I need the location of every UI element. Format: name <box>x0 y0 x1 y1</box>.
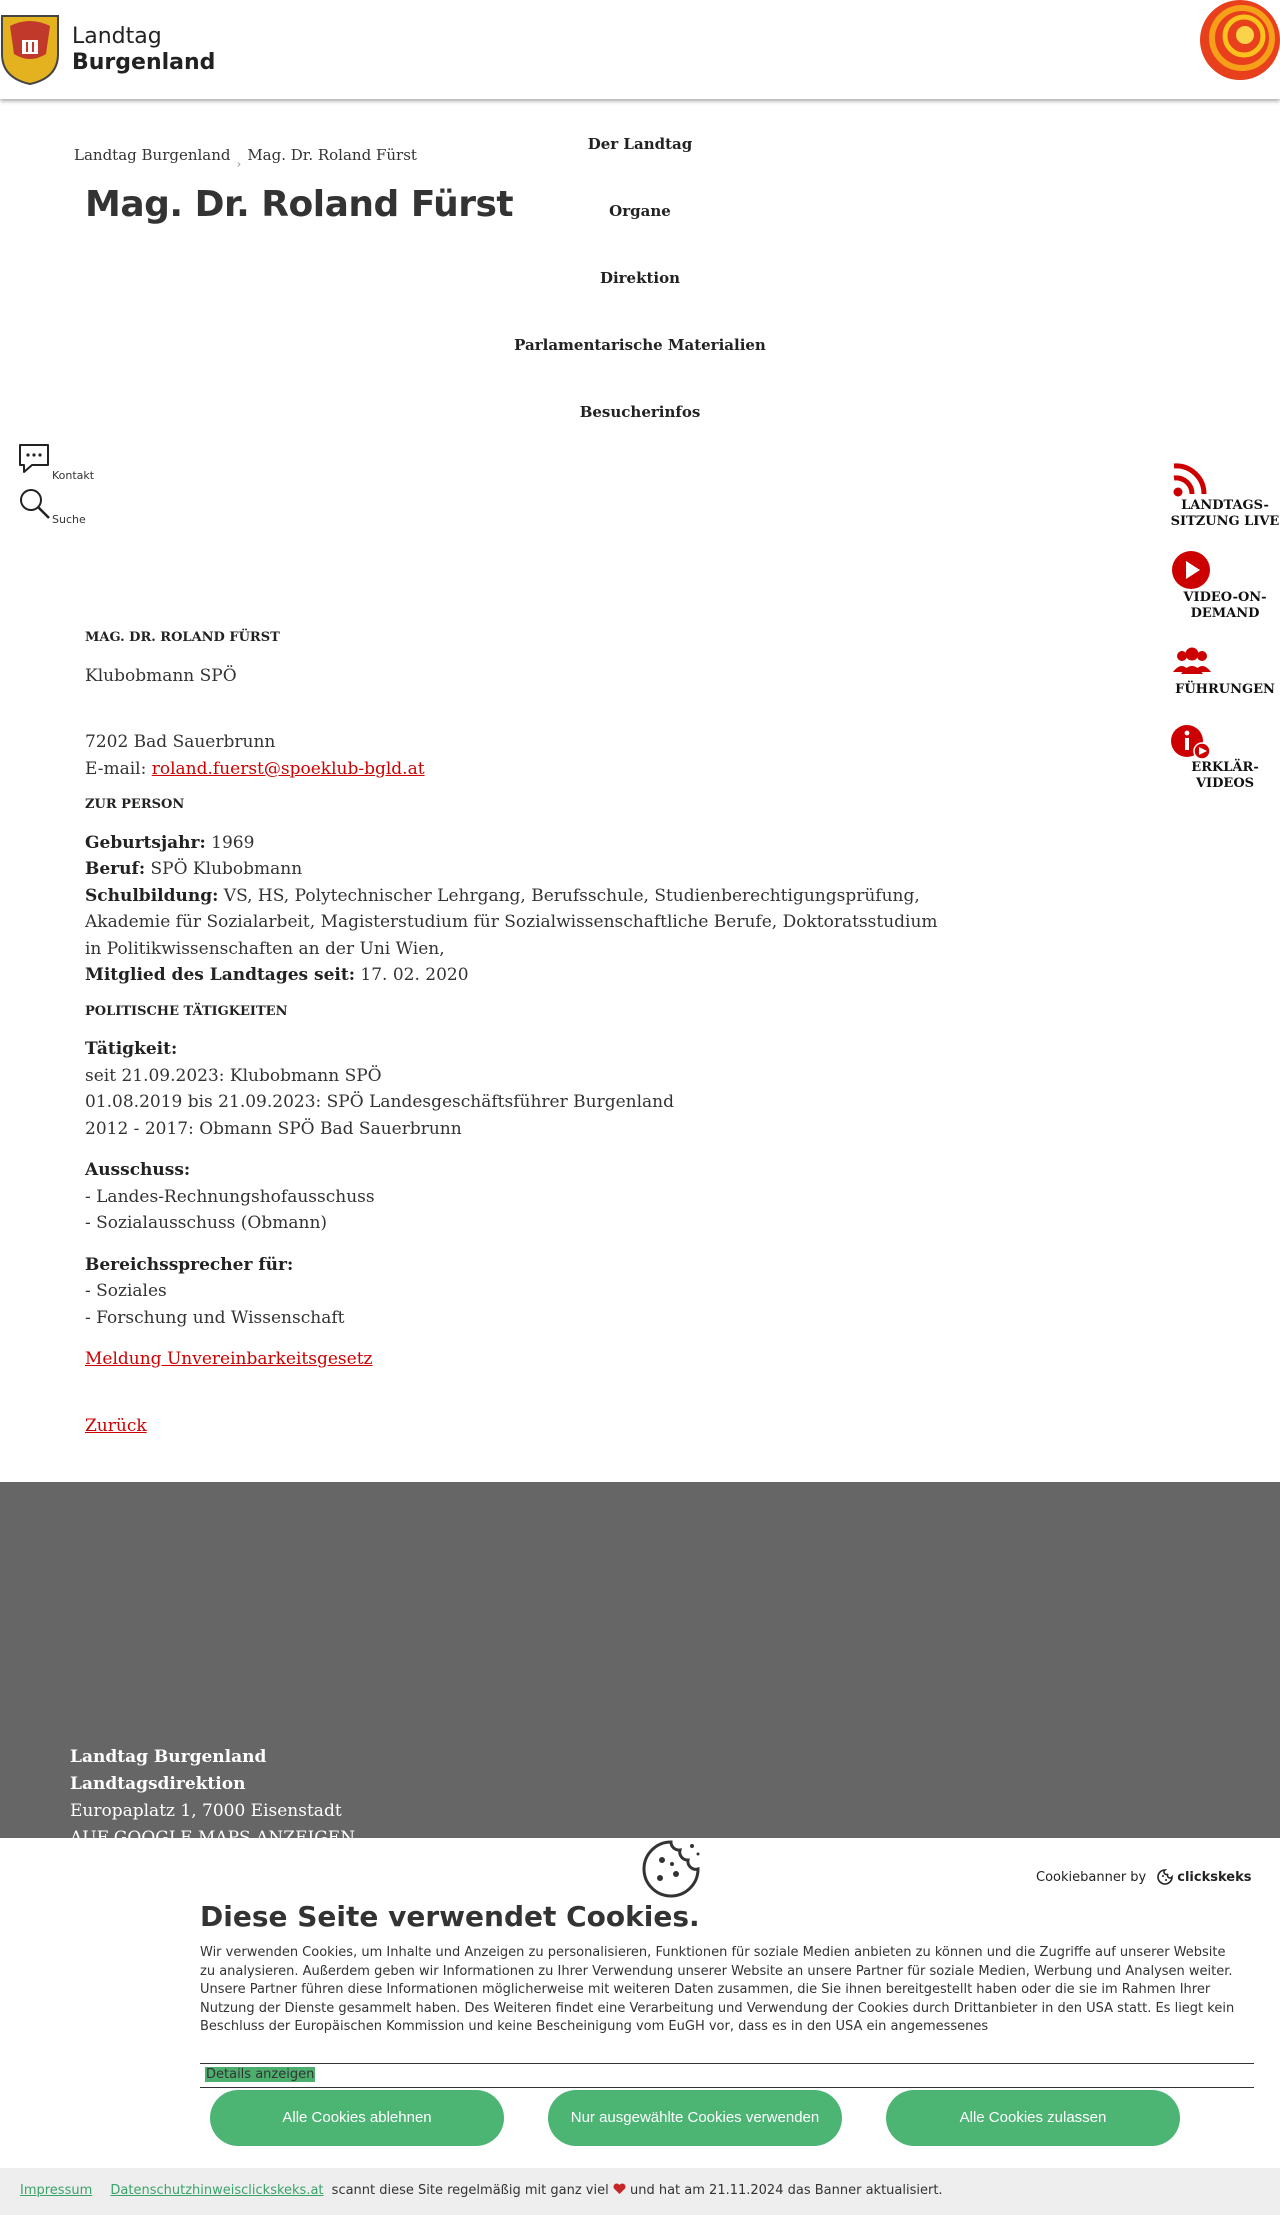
spokesperson-item: - Soziales <box>85 1281 167 1301</box>
chat-icon <box>18 443 52 475</box>
main-nav <box>450 128 830 463</box>
profile-role: Klubobmann SPÖ <box>85 665 237 686</box>
back-link[interactable]: Zurück <box>85 1415 147 1436</box>
cookie-icon <box>640 1838 702 1900</box>
footer-address <box>70 1744 355 1852</box>
nav-item-organe[interactable]: Organe <box>609 202 671 220</box>
side-link-live-line2: SITZUNG LIVE <box>1170 514 1280 529</box>
activity-item: 2012 - 2017: Obmann SPÖ Bad Sauerbrunn <box>85 1118 462 1139</box>
breadcrumb <box>74 146 417 171</box>
contact-label: Kontakt <box>52 469 95 482</box>
profile-email-row <box>85 756 945 783</box>
search-label: Suche <box>52 513 86 526</box>
cookie-banner <box>0 1838 1280 2168</box>
education-label: Schulbildung: <box>85 885 219 906</box>
site-footer <box>0 1482 1280 1842</box>
activity-item: seit 21.09.2023: Klubobmann SPÖ <box>85 1065 382 1086</box>
site-logo[interactable] <box>0 14 215 86</box>
logo-line-2: Burgenland <box>72 50 216 75</box>
political-heading: POLITISCHE TÄTIGKEITEN <box>85 1003 288 1019</box>
group-icon <box>1170 646 1280 682</box>
accept-all-cookies-button[interactable]: Alle Cookies zulassen <box>886 2090 1180 2146</box>
footer-line-3: Europaplatz 1, 7000 Eisenstadt <box>70 1801 342 1821</box>
person-heading: ZUR PERSON <box>85 797 185 812</box>
committee-item: - Sozialausschuss (Obmann) <box>85 1213 328 1233</box>
birth-row <box>85 830 945 857</box>
cookie-bar-text-before: scannt diese Site regelmäßig mit ganz viel <box>331 2183 609 2198</box>
cookie-bar-text-after: und hat am 21.11.2024 das Banner aktualisiert. <box>629 2183 943 2198</box>
clickskeks-brand: clickskeks <box>1177 1869 1252 1885</box>
side-link-video-on-demand[interactable] <box>1170 550 1280 622</box>
details-divider-top <box>200 2063 1254 2064</box>
spokesperson-item: - Forschung und Wissenschaft <box>85 1307 345 1328</box>
details-divider-bottom <box>200 2087 1254 2088</box>
activity-item: 01.08.2019 bis 21.09.2023: SPÖ Landesgeschäftsführer Burgenland <box>85 1092 675 1112</box>
details-toggle[interactable]: Details anzeigen <box>206 2067 315 2082</box>
education-value: VS, HS, Polytechnischer Lehrgang, Berufsschule, Studienberechtigungsprüfung, Akademie für Sozialarbeit, Magisterstudium für Sozialwissenschaftliche Berufe, Doktoratsstudium in Politikwissenschaften an der Uni Wien, <box>85 885 938 959</box>
side-link-explainer-videos[interactable] <box>1170 724 1280 792</box>
search-icon <box>18 487 52 521</box>
nav-item-besucherinfos[interactable]: Besucherinfos <box>579 403 701 421</box>
committee-label: Ausschuss: <box>85 1160 191 1180</box>
footer-line-2: Landtagsdirektion <box>70 1774 246 1794</box>
cookiebanner-by-label: Cookiebanner by <box>1036 1869 1147 1885</box>
side-link-live-session[interactable] <box>1170 458 1280 530</box>
profile-content <box>85 625 945 1439</box>
profile-email-label: E-mail: <box>85 758 147 779</box>
side-link-tours[interactable] <box>1170 646 1280 698</box>
contact-button[interactable] <box>18 443 95 482</box>
job-label: Beruf: <box>85 859 146 879</box>
info-play-icon <box>1170 724 1280 760</box>
job-row <box>85 856 945 883</box>
activity-label: Tätigkeit: <box>85 1039 178 1059</box>
clickskeks-logo-icon <box>1156 1868 1174 1886</box>
selected-cookies-button[interactable]: Nur ausgewählte Cookies verwenden <box>548 2090 842 2146</box>
rss-icon <box>1170 458 1280 498</box>
job-value: SPÖ Klubobmann <box>150 859 303 879</box>
member-row <box>85 962 945 989</box>
sun-logo-icon <box>1198 0 1280 82</box>
incompatibility-link[interactable]: Meldung Unvereinbarkeitsgesetz <box>85 1349 373 1369</box>
nav-item-parlamentarische-materialien[interactable]: Parlamentarische Materialien <box>514 336 766 354</box>
footer-line-1: Landtag Burgenland <box>70 1747 267 1767</box>
side-link-video-line1: VIDEO-ON- <box>1183 590 1267 605</box>
committee-item: - Landes-Rechnungshofausschuss <box>85 1186 375 1207</box>
reject-all-cookies-button[interactable]: Alle Cookies ablehnen <box>210 2090 504 2146</box>
profile-address: 7202 Bad Sauerbrunn <box>85 732 276 752</box>
cookie-text: Wir verwenden Cookies, um Inhalte und Anzeigen zu personalisieren, Funktionen für soziale Medien anbieten zu können und die Zugriffe auf unserer Website zu analysieren. Außerdem geben wir Informationen zu Ihrer Verwendung unserer Website an unsere Partner für soziale Medien, Werbung und Analysen weiter. Unsere Partner führen diese Informationen möglicherweise mit weiteren Daten zusammen, die Sie ihnen bereitgestellt haben oder die sie im Rahmen Ihrer Nutzung der Dienste gesammelt haben. Des Weiteren findet eine Verarbeitung und Verwendung der Cookies durch Drittanbieter in den USA statt. Es liegt kein Beschluss der Europäischen Kommission und keine Bescheinigung vom EuGH vor, dass es in den USA ein angemessenes <box>200 1945 1235 2034</box>
nav-item-direktion[interactable]: Direktion <box>599 269 681 287</box>
side-link-live-line1: LANDTAGS- <box>1181 498 1269 513</box>
site-header <box>0 0 1280 99</box>
heart-icon <box>613 2183 626 2195</box>
profile-name-heading: MAG. DR. ROLAND FÜRST <box>85 630 280 645</box>
member-value: 17. 02. 2020 <box>360 965 469 985</box>
side-link-explainer-line1: ERKLÄR- <box>1191 760 1259 775</box>
coat-of-arms-icon <box>0 14 60 86</box>
search-button[interactable] <box>18 487 86 526</box>
breadcrumb-separator: › <box>236 157 242 171</box>
nav-item-der-landtag[interactable]: Der Landtag <box>587 135 693 153</box>
profile-email-link[interactable]: roland.fuerst@spoeklub-bgld.at <box>151 758 425 779</box>
privacy-link[interactable]: Datenschutzhinweisclickskeks.at <box>110 2183 324 2198</box>
side-link-tours-label: FÜHRUNGEN <box>1175 682 1275 697</box>
breadcrumb-home[interactable]: Landtag Burgenland <box>74 146 231 164</box>
cookiebanner-by <box>1036 1868 1251 1886</box>
education-row <box>85 883 945 963</box>
member-label: Mitglied des Landtages seit: <box>85 965 355 985</box>
side-link-video-line2: DEMAND <box>1190 606 1260 621</box>
spokesperson-label: Bereichssprecher für: <box>85 1254 294 1275</box>
logo-line-1: Landtag <box>72 23 162 49</box>
breadcrumb-current: Mag. Dr. Roland Fürst <box>247 146 417 164</box>
page-title: Mag. Dr. Roland Fürst <box>85 184 514 225</box>
birth-value: 1969 <box>211 832 255 853</box>
side-link-explainer-line2: VIDEOS <box>1195 776 1255 791</box>
impressum-link[interactable]: Impressum <box>20 2183 93 2198</box>
cookie-info-bar <box>0 2168 1280 2215</box>
birth-label: Geburtsjahr: <box>85 832 206 853</box>
cookie-title: Diese Seite verwendet Cookies. <box>200 1900 700 1933</box>
play-icon <box>1170 550 1280 590</box>
